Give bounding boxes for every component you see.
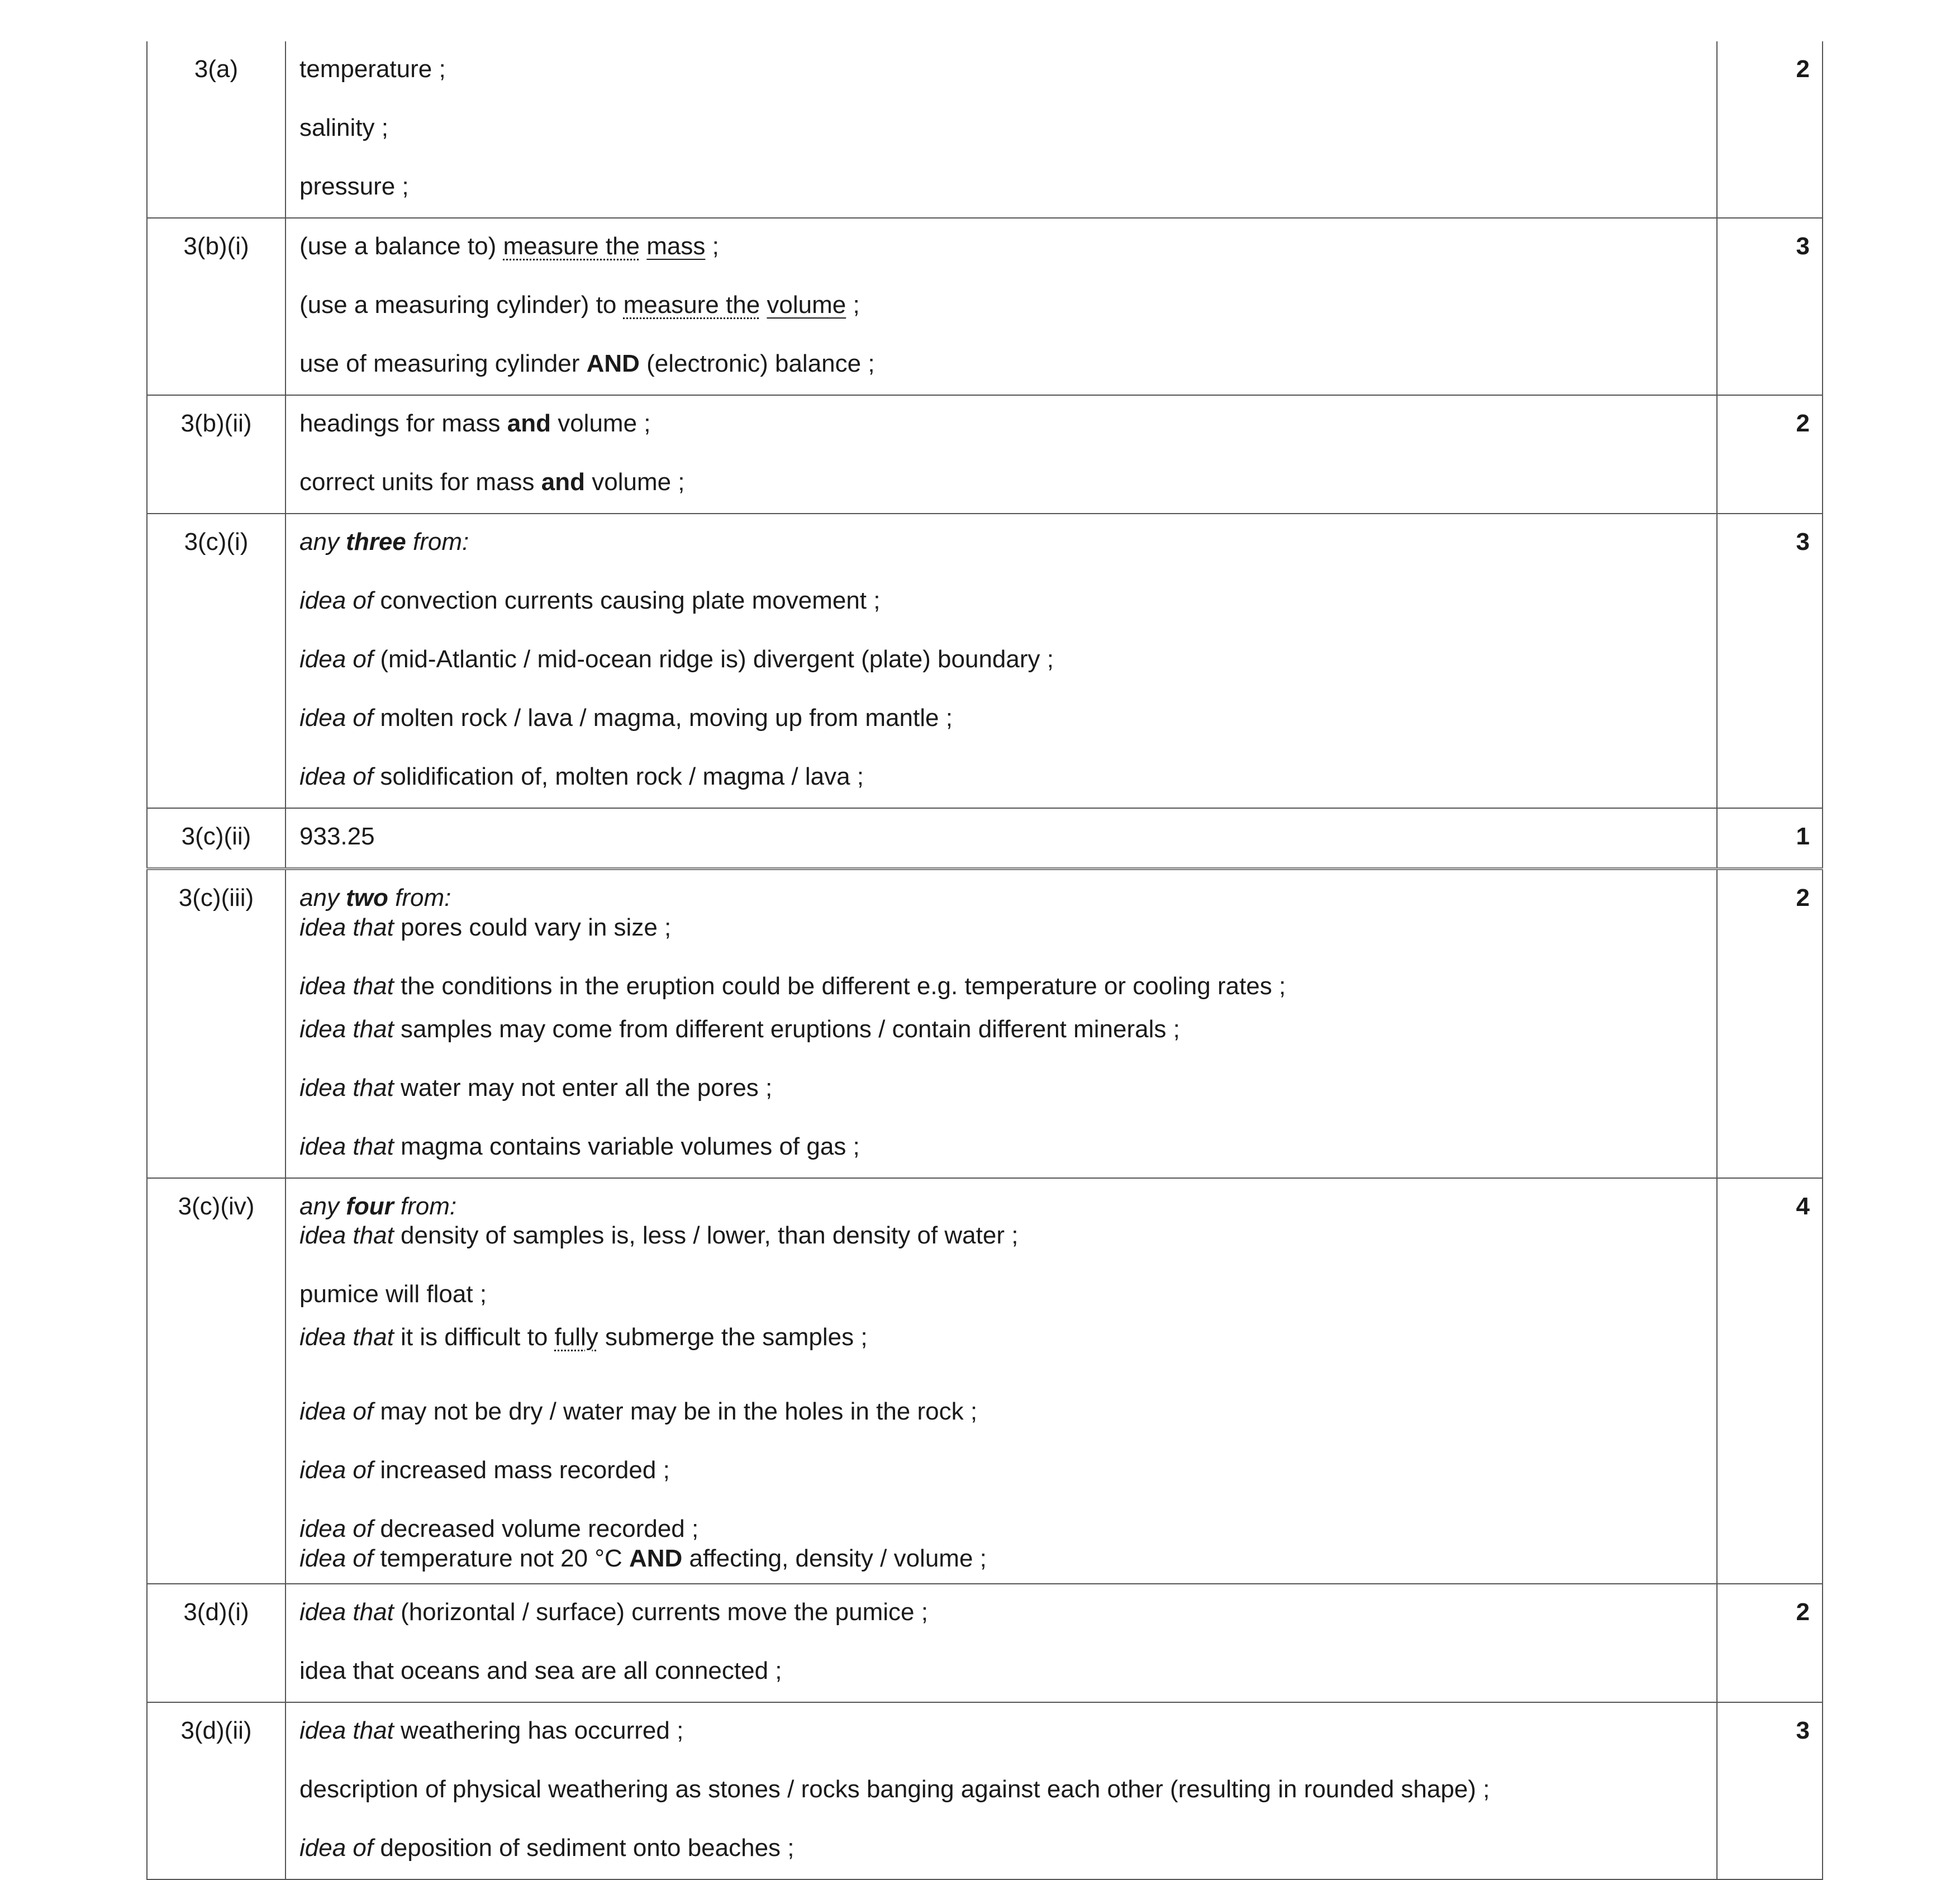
answer-text: mass [646,232,706,260]
answer-text: decreased volume recorded ; [373,1515,699,1542]
mark-scheme-row [147,1178,1823,1584]
answer-text: idea of [299,587,374,614]
question-number: 3(a) [194,55,239,83]
answer-text: salinity ; [299,114,388,141]
answer-text: solidification of, molten rock / magma / lava ; [373,763,864,790]
answer-line [299,454,1705,513]
answer-line [299,219,1705,277]
answer-line [299,159,1705,217]
answer-text: convection currents causing plate movement ; [373,587,881,614]
answer-line [299,1179,1705,1222]
answer-text: headings for mass [299,410,507,437]
answer-text: idea that [299,1323,394,1351]
answer-cell [286,41,1717,218]
question-number-cell [147,1702,286,1879]
answer-line [299,690,1705,749]
mark-scheme-row [147,1584,1823,1702]
answer-line [299,809,1705,867]
answer-text: submerge the samples ; [598,1323,868,1351]
answer-text: idea that [299,1015,394,1043]
answer-text: (use a balance to) [299,232,503,260]
question-number: 3(c)(ii) [181,823,251,850]
answer-text: pressure ; [299,173,409,200]
answer-cell [286,218,1717,395]
answer-text: any [299,884,346,911]
answer-line [299,1703,1705,1762]
answer-text: and [507,410,551,437]
answer-text: fully [554,1323,598,1351]
answer-line [299,1762,1705,1820]
answer-text: (mid-Atlantic / mid-ocean ridge is) divergent (plate) boundary ; [373,645,1054,673]
answer-line [299,1584,1705,1643]
answer-line [299,1309,1705,1368]
answer-text: idea that [299,972,394,1000]
answer-text: measure the [503,232,640,260]
answer-line [299,1001,1705,1060]
answer-cell [286,395,1717,514]
answer-line [299,913,1705,943]
answer-text: description of physical weathering as stones / rocks banging against each other (resulting in rounded shape) ; [299,1775,1490,1803]
question-number: 3(b)(i) [183,232,249,260]
answer-line [299,1643,1705,1702]
answer-text: density of samples is, less / lower, than density of water ; [393,1222,1019,1250]
answer-line [299,573,1705,632]
answer-text: 933.25 [299,823,375,850]
marks-value: 1 [1796,823,1810,850]
answer-line [299,1820,1705,1879]
marks-cell [1717,395,1823,514]
answer-text: volume [767,291,846,319]
mark-scheme-row [147,514,1823,808]
answer-line [299,277,1705,336]
answer-text: idea of [299,1456,374,1484]
marks-cell [1717,1702,1823,1879]
marks-value: 4 [1796,1192,1810,1220]
answer-line [299,1060,1705,1119]
answer-text: use of measuring cylinder [299,350,587,377]
mark-scheme-row [147,808,1823,869]
answer-text: four [346,1192,394,1220]
answer-line [299,870,1705,913]
answer-line [299,943,1705,1001]
question-number-cell [147,41,286,218]
answer-line [299,1119,1705,1178]
mark-scheme-row [147,395,1823,514]
answer-text: idea of [299,645,374,673]
answer-text: volume ; [585,468,685,496]
answer-text: (electronic) balance ; [639,350,875,377]
question-number-cell [147,514,286,808]
marks-value: 3 [1796,1717,1810,1745]
marks-cell [1717,869,1823,1178]
question-number-cell [147,808,286,869]
answer-text: weathering has occurred ; [393,1717,684,1745]
answer-text: ; [705,232,719,260]
answer-text: idea of [299,1834,374,1862]
answer-line [299,100,1705,159]
marks-value: 2 [1796,410,1810,437]
answer-text: idea that [299,1717,394,1745]
answer-text: may not be dry / water may be in the holes in the rock ; [373,1398,978,1426]
answer-text: deposition of sediment onto beaches ; [373,1834,795,1862]
answer-line [299,1427,1705,1485]
answer-line [299,514,1705,573]
answer-text [640,232,646,260]
question-number-cell [147,218,286,395]
answer-text: molten rock / lava / magma, moving up from mantle ; [373,704,953,732]
answer-text: AND [586,350,640,377]
question-number: 3(d)(i) [183,1598,249,1626]
answer-text: from: [406,528,469,556]
answer-text: idea of [299,763,374,790]
question-number: 3(c)(i) [184,528,249,556]
answer-line [299,1368,1705,1427]
question-number: 3(c)(iii) [178,884,254,911]
answer-text: magma contains variable volumes of gas ; [393,1132,860,1160]
marks-cell [1717,1584,1823,1702]
marks-cell [1717,218,1823,395]
answer-text: measure the [623,291,760,319]
answer-text: idea that [299,913,394,941]
marks-cell [1717,1178,1823,1584]
answer-text: increased mass recorded ; [373,1456,670,1484]
answer-line [299,336,1705,395]
answer-line [299,749,1705,808]
answer-cell [286,808,1717,869]
question-number-cell [147,1584,286,1702]
answer-text: two [346,884,388,911]
answer-text: AND [629,1544,683,1572]
answer-cell [286,869,1717,1178]
answer-text: from: [388,884,451,911]
question-number-cell [147,869,286,1178]
answer-text: idea that [299,1598,394,1626]
marks-value: 2 [1796,55,1810,83]
answer-text: idea that [299,1222,394,1250]
answer-line [299,632,1705,690]
answer-text: it is difficult to [393,1323,555,1351]
question-number-cell [147,1178,286,1584]
answer-text: temperature ; [299,55,446,83]
marks-cell [1717,808,1823,869]
answer-text: idea of [299,1398,374,1426]
mark-scheme-table [146,41,1823,1880]
answer-text: affecting, density / volume ; [682,1544,987,1572]
answer-line [299,41,1705,100]
marks-value: 3 [1796,232,1810,260]
mark-scheme-row [147,869,1823,1178]
answer-text: from: [393,1192,457,1220]
mark-scheme-row [147,1702,1823,1879]
question-number-cell [147,395,286,514]
marks-value: 2 [1796,884,1810,911]
answer-text: temperature not 20 °C [373,1544,629,1572]
answer-text: (horizontal / surface) currents move the pumice ; [393,1598,928,1626]
answer-text: and [541,468,586,496]
answer-text: volume ; [550,410,651,437]
answer-cell [286,1702,1717,1879]
question-number: 3(b)(ii) [180,410,252,437]
answer-text: pumice will float ; [299,1280,487,1308]
answer-text: pores could vary in size ; [393,913,672,941]
marks-value: 2 [1796,1598,1810,1626]
answer-line [299,396,1705,454]
answer-text: idea of [299,704,374,732]
answer-text: samples may come from different eruptions / contain different minerals ; [393,1015,1180,1043]
answer-cell [286,1178,1717,1584]
answer-text: idea of [299,1544,374,1572]
marks-cell [1717,41,1823,218]
question-number: 3(c)(iv) [178,1192,255,1220]
marks-cell [1717,514,1823,808]
answer-text: (use a measuring cylinder) to [299,291,624,319]
answer-cell [286,1584,1717,1702]
answer-text: idea that [299,1074,394,1102]
answer-text: idea that oceans and sea are all connected ; [299,1657,782,1685]
answer-text [760,291,767,319]
answer-text: any [299,1192,346,1220]
answer-text: any [299,528,346,556]
answer-text: the conditions in the eruption could be different e.g. temperature or cooling rates ; [393,972,1286,1000]
answer-text: idea that [299,1132,394,1160]
answer-text: ; [846,291,860,319]
answer-text: three [346,528,406,556]
marks-value: 3 [1796,528,1810,556]
answer-text: correct units for mass [299,468,541,496]
mark-scheme-body [147,41,1823,1879]
answer-text: water may not enter all the pores ; [393,1074,773,1102]
answer-cell [286,514,1717,808]
question-number: 3(d)(ii) [180,1717,252,1745]
answer-line [299,1485,1705,1544]
answer-line [299,1544,1705,1584]
mark-scheme-row [147,41,1823,218]
answer-text: idea of [299,1515,374,1542]
answer-line [299,1221,1705,1251]
answer-line [299,1251,1705,1309]
mark-scheme-row [147,218,1823,395]
